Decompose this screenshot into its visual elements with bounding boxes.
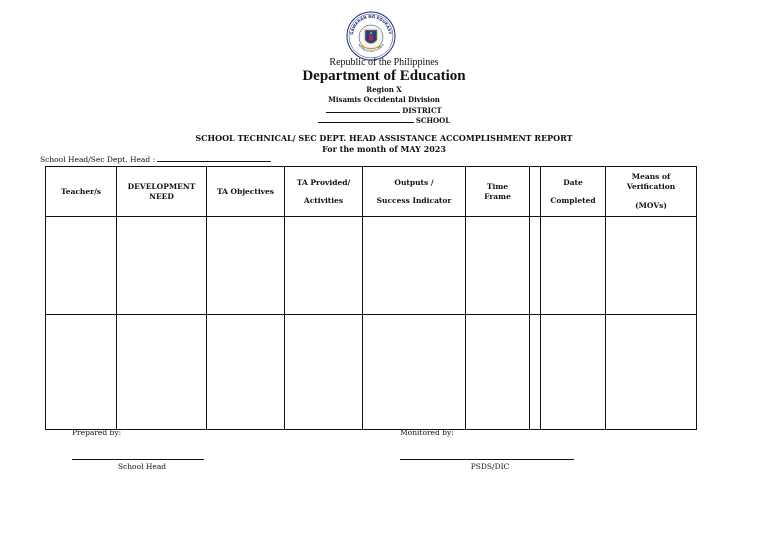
accomplishment-table [45, 166, 697, 430]
region-line: Region X [366, 85, 402, 94]
svg-text:KAGAWARAN NG EDUKASYON: GAWARAN NG EDUKASY [349, 13, 393, 36]
table-row [46, 217, 697, 315]
school-head-line [40, 154, 273, 164]
table-cell[interactable] [466, 315, 530, 430]
table-cell[interactable] [466, 217, 530, 315]
col-spacer [530, 167, 541, 217]
report-month: For the month of MAY 2023 [322, 144, 446, 154]
col-ta-provided: TA Provided/ Activities [285, 167, 363, 217]
table-cell[interactable] [285, 217, 363, 315]
table-cell [530, 315, 541, 430]
table-cell[interactable] [363, 217, 466, 315]
table-cell[interactable] [541, 217, 606, 315]
division-line: Misamis Occidental Division [328, 95, 440, 104]
deped-seal-icon [346, 11, 396, 61]
report-title: SCHOOL TECHNICAL/ SEC DEPT. HEAD ASSISTANCE ACCOMPLISHMENT REPORT [195, 133, 573, 143]
district-blank [326, 105, 400, 113]
school-head-label: School Head/Sec Dept. Head : [40, 155, 156, 164]
svg-text:REPUBLIKA NG PILIPINAS: REPUBLIKA NG PILIPINAS [357, 43, 385, 54]
table-cell[interactable] [117, 315, 207, 430]
school-head-title: School Head [117, 462, 167, 471]
table-cell [530, 217, 541, 315]
col-date-completed: Date Completed [541, 167, 606, 217]
school-line [0, 115, 768, 125]
monitored-by-label: Monitored by: [400, 428, 454, 437]
col-teachers: Teacher/s [46, 167, 117, 217]
psds-title: PSDS/DIC [470, 462, 510, 471]
school-label: SCHOOL [415, 116, 451, 125]
psds-signature-line [400, 459, 574, 460]
table-cell[interactable] [117, 217, 207, 315]
table-cell[interactable] [606, 315, 697, 430]
table-row [46, 315, 697, 430]
table-cell[interactable] [46, 217, 117, 315]
col-means-of-verification: Means of Verification (MOVs) [606, 167, 697, 217]
prepared-by-label: Prepared by: [72, 428, 122, 437]
table-cell[interactable] [207, 315, 285, 430]
school-blank [318, 115, 414, 123]
table-cell[interactable] [606, 217, 697, 315]
school-head-blank [157, 154, 271, 162]
table-cell[interactable] [46, 315, 117, 430]
department-title: Department of Education [302, 68, 466, 84]
district-label: DISTRICT [402, 106, 442, 115]
republic-line: Republic of the Philippines [329, 57, 439, 68]
col-time-frame: Time Frame [466, 167, 530, 217]
table-cell[interactable] [285, 315, 363, 430]
table-cell[interactable] [207, 217, 285, 315]
col-development-need: DEVELOPMENT NEED [117, 167, 207, 217]
table-cell[interactable] [541, 315, 606, 430]
col-outputs: Outputs / Success Indicator [363, 167, 466, 217]
table-header-row [46, 167, 697, 217]
school-head-signature-line [72, 459, 204, 460]
district-line [0, 105, 768, 115]
table-cell[interactable] [363, 315, 466, 430]
col-ta-objectives: TA Objectives [207, 167, 285, 217]
